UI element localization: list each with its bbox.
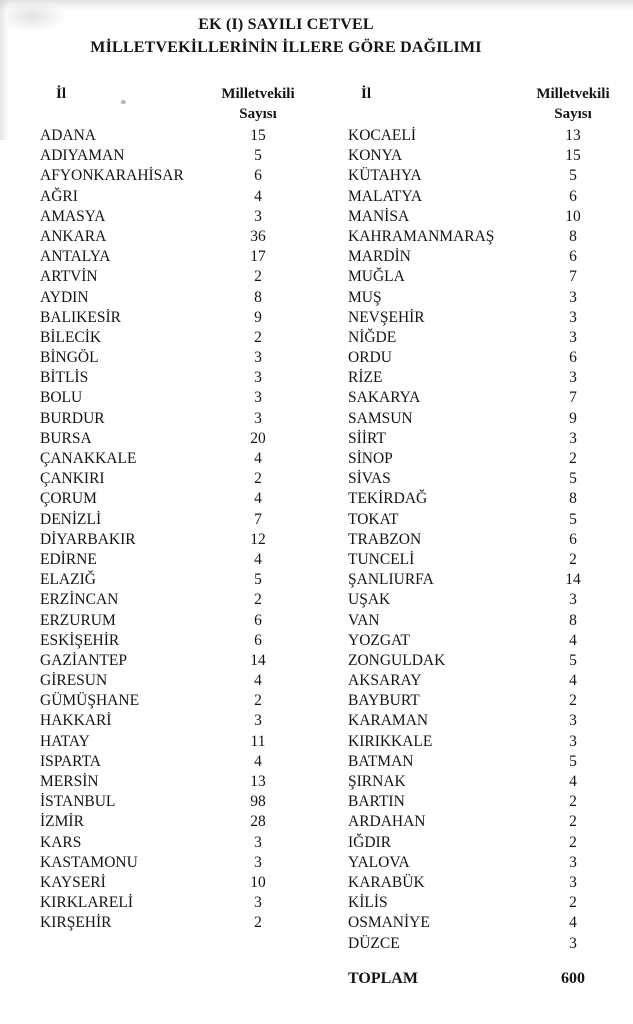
table-row — [348, 732, 633, 752]
table-row — [40, 328, 348, 348]
province-name: TUNCELİ — [348, 550, 415, 568]
province-name: BARTIN — [348, 793, 405, 811]
province-name: SİVAS — [348, 470, 391, 488]
province-name: BAYBURT — [348, 692, 420, 710]
province-list-left — [40, 126, 348, 934]
table-row — [348, 934, 633, 954]
mp-count: 3 — [569, 308, 577, 326]
province-name: DÜZCE — [348, 934, 400, 952]
mp-count: 2 — [254, 591, 262, 609]
mp-count: 3 — [569, 712, 577, 730]
table-row — [40, 207, 348, 227]
province-name: İSTANBUL — [40, 793, 116, 811]
province-name: SAKARYA — [348, 389, 421, 407]
mp-count: 6 — [254, 631, 262, 649]
province-name: GÜMÜŞHANE — [40, 692, 140, 710]
province-name: KIRIKKALE — [348, 732, 433, 750]
mp-count: 2 — [254, 470, 262, 488]
table-row — [40, 611, 348, 631]
mp-count: 2 — [569, 692, 577, 710]
table-row — [40, 348, 348, 368]
table-row — [348, 187, 633, 207]
province-name: BATMAN — [348, 752, 414, 770]
table-row — [40, 469, 348, 489]
mp-count: 8 — [254, 288, 262, 306]
mp-count: 4 — [254, 450, 262, 467]
mp-count: 6 — [254, 611, 262, 629]
province-list-right — [348, 126, 633, 954]
mp-count: 3 — [254, 349, 262, 367]
province-name: GAZİANTEP — [40, 651, 127, 669]
province-name: ÇANAKKALE — [40, 450, 137, 467]
mp-count: 4 — [569, 773, 577, 790]
table-row — [348, 207, 633, 227]
table-row — [348, 166, 633, 186]
table-row — [348, 388, 633, 408]
table-row — [40, 792, 348, 812]
mp-count: 7 — [254, 510, 262, 528]
province-name: YALOVA — [348, 853, 410, 871]
province-name: MUŞ — [348, 288, 382, 306]
mp-count: 3 — [569, 288, 577, 306]
table-row — [40, 308, 348, 328]
province-name: RİZE — [348, 369, 383, 387]
mp-count: 3 — [569, 934, 577, 952]
table-row — [348, 308, 633, 328]
mp-count: 3 — [254, 369, 262, 387]
table-row — [348, 146, 633, 166]
province-name: AYDIN — [40, 288, 89, 306]
province-name: KAHRAMANMARAŞ — [348, 227, 495, 245]
province-name: ISPARTA — [40, 752, 102, 770]
mp-count: 3 — [569, 853, 577, 871]
table-row — [348, 227, 633, 247]
mp-count: 3 — [254, 409, 262, 427]
province-name: KOCAELİ — [348, 127, 417, 144]
table-row — [40, 691, 348, 711]
table-row — [348, 449, 633, 469]
table-row — [40, 530, 348, 550]
mp-count: 7 — [569, 268, 577, 286]
province-name: KÜTAHYA — [348, 167, 422, 185]
province-name: IĞDIR — [348, 833, 392, 851]
mp-count: 36 — [250, 227, 266, 245]
province-name: BİTLİS — [40, 369, 89, 387]
mp-count: 9 — [569, 409, 577, 427]
table-row — [40, 913, 348, 933]
title-line-2: MİLLETVEKİLLERİNİN İLLERE GÖRE DAĞILIMI — [90, 39, 482, 56]
mp-count: 3 — [254, 894, 262, 912]
province-name: ESKİŞEHİR — [40, 631, 120, 649]
table-row — [40, 227, 348, 247]
table-row — [40, 711, 348, 731]
mp-count: 6 — [569, 187, 577, 205]
table-row — [348, 348, 633, 368]
province-name: KİLİS — [348, 894, 388, 912]
table-row — [40, 550, 348, 570]
mp-count: 2 — [254, 692, 262, 710]
mp-count: 4 — [254, 187, 262, 205]
mp-count: 2 — [254, 914, 262, 932]
province-name: KIRKLARELİ — [40, 894, 133, 912]
mp-count: 3 — [569, 591, 577, 609]
mp-count: 10 — [250, 873, 266, 891]
table-row — [40, 489, 348, 509]
province-name: SİİRT — [348, 429, 386, 447]
mp-count: 8 — [569, 490, 577, 508]
province-name: ARDAHAN — [348, 813, 426, 831]
table-row — [348, 530, 633, 550]
table-row — [348, 328, 633, 348]
mp-count: 12 — [250, 530, 266, 548]
table-row — [40, 893, 348, 913]
mp-count: 9 — [254, 308, 262, 326]
mp-count: 5 — [569, 752, 577, 770]
title-line-1: EK (I) SAYILI CETVEL — [198, 16, 374, 33]
province-name: KAYSERİ — [40, 873, 106, 891]
mp-count: 17 — [250, 248, 266, 266]
mp-count: 2 — [254, 328, 262, 346]
province-name: ORDU — [348, 349, 392, 367]
province-name: BOLU — [40, 389, 83, 407]
table-row — [348, 873, 633, 893]
table-row — [348, 631, 633, 651]
mp-count: 3 — [569, 732, 577, 750]
table-row — [348, 833, 633, 853]
header-milletvekili: Milletvekili — [221, 86, 295, 102]
province-name: MANİSA — [348, 207, 410, 225]
table-row — [40, 631, 348, 651]
province-name: ÇORUM — [40, 490, 97, 508]
province-name: ERZURUM — [40, 611, 116, 629]
table-row — [40, 388, 348, 408]
province-name: AKSARAY — [348, 672, 422, 690]
mp-count: 3 — [254, 712, 262, 730]
mp-count: 4 — [254, 550, 262, 568]
mp-count: 2 — [569, 450, 577, 467]
document-title — [0, 13, 572, 59]
province-name: ANTALYA — [40, 248, 111, 266]
table-row — [348, 267, 633, 287]
province-name: NİĞDE — [348, 328, 397, 346]
province-name: UŞAK — [348, 591, 391, 609]
table-row — [348, 893, 633, 913]
table-row — [40, 126, 348, 146]
mp-count: 3 — [254, 207, 262, 225]
table-column-right — [348, 84, 633, 989]
province-name: GİRESUN — [40, 672, 108, 690]
table-row — [40, 267, 348, 287]
province-name: KASTAMONU — [40, 853, 138, 871]
table-row — [348, 772, 633, 792]
province-name: KIRŞEHİR — [40, 914, 112, 932]
mp-count: 4 — [569, 914, 577, 932]
mp-count: 7 — [569, 389, 577, 407]
column-header-row — [40, 104, 348, 124]
mp-count: 11 — [250, 732, 266, 750]
province-name: MUĞLA — [348, 268, 405, 286]
table-row — [40, 368, 348, 388]
table-row — [348, 247, 633, 267]
table-row — [40, 247, 348, 267]
table-row — [40, 671, 348, 691]
province-name: NEVŞEHİR — [348, 308, 425, 326]
mp-count: 4 — [254, 490, 262, 508]
table-row — [348, 711, 633, 731]
mp-count: 13 — [565, 127, 581, 144]
mp-count: 13 — [250, 773, 266, 790]
table-row — [348, 812, 633, 832]
mp-count: 3 — [569, 429, 577, 447]
column-header-row — [40, 84, 348, 104]
mp-count: 4 — [254, 672, 262, 690]
header-sayisi: Sayısı — [554, 106, 592, 122]
province-name: VAN — [348, 611, 380, 629]
province-name: MARDİN — [348, 248, 411, 266]
header-il: İl — [56, 86, 67, 102]
province-name: TEKİRDAĞ — [348, 490, 428, 508]
total-value: 600 — [561, 969, 585, 987]
table-row — [348, 671, 633, 691]
table-row — [40, 570, 348, 590]
mp-count: 6 — [569, 349, 577, 367]
mp-count: 28 — [250, 813, 266, 831]
table-row — [40, 288, 348, 308]
table-row — [348, 570, 633, 590]
province-name: KARAMAN — [348, 712, 429, 730]
province-name: ELAZIĞ — [40, 571, 96, 589]
mp-count: 4 — [254, 752, 262, 770]
mp-count: 2 — [569, 550, 577, 568]
table-row — [40, 772, 348, 792]
mp-count: 14 — [250, 651, 266, 669]
province-name: ANKARA — [40, 227, 107, 245]
province-name: ADANA — [40, 127, 96, 144]
mp-count: 6 — [254, 167, 262, 185]
table-row — [40, 166, 348, 186]
table-column-left — [40, 84, 348, 989]
province-name: ARTVİN — [40, 268, 98, 286]
mp-count: 5 — [569, 470, 577, 488]
mp-count: 2 — [569, 813, 577, 831]
province-name: AĞRI — [40, 187, 78, 205]
province-name: OSMANİYE — [348, 914, 430, 932]
province-name: EDİRNE — [40, 550, 97, 568]
mp-count: 6 — [569, 530, 577, 548]
province-name: BALIKESİR — [40, 308, 121, 326]
province-name: SİNOP — [348, 450, 393, 467]
column-header-row — [348, 104, 633, 124]
mp-count: 5 — [569, 651, 577, 669]
table-row — [40, 812, 348, 832]
mp-count: 4 — [569, 672, 577, 690]
table-row — [348, 611, 633, 631]
province-name: ŞANLIURFA — [348, 571, 434, 589]
mp-count: 3 — [254, 853, 262, 871]
scan-edge-shading-top — [0, 0, 633, 10]
table-row — [348, 752, 633, 772]
province-name: BİLECİK — [40, 328, 102, 346]
province-name: MALATYA — [348, 187, 423, 205]
province-name: DENİZLİ — [40, 510, 102, 528]
mp-count: 5 — [254, 571, 262, 589]
province-name: MERSİN — [40, 773, 99, 790]
mp-count: 2 — [569, 833, 577, 851]
province-name: AMASYA — [40, 207, 106, 225]
table-row — [348, 368, 633, 388]
province-name: KONYA — [348, 147, 403, 165]
total-row — [348, 969, 633, 989]
table-row — [40, 590, 348, 610]
mp-count: 5 — [569, 510, 577, 528]
table-row — [348, 792, 633, 812]
table-row — [348, 510, 633, 530]
table-row — [348, 288, 633, 308]
table-row — [348, 469, 633, 489]
province-name: ÇANKIRI — [40, 470, 105, 488]
table-row — [348, 913, 633, 933]
table-row — [348, 550, 633, 570]
mp-count: 5 — [254, 147, 262, 165]
province-name: ŞIRNAK — [348, 773, 406, 790]
table-row — [40, 449, 348, 469]
mp-count: 14 — [565, 571, 581, 589]
header-il: İl — [361, 86, 372, 102]
mp-count: 5 — [569, 167, 577, 185]
province-name: HATAY — [40, 732, 90, 750]
table-row — [40, 429, 348, 449]
mp-count: 15 — [250, 127, 266, 144]
mp-count: 10 — [565, 207, 581, 225]
mp-count: 8 — [569, 611, 577, 629]
mp-count: 3 — [254, 833, 262, 851]
table-row — [348, 853, 633, 873]
mp-count: 3 — [569, 369, 577, 387]
header-milletvekili: Milletvekili — [536, 86, 610, 102]
table-row — [40, 752, 348, 772]
province-name: ERZİNCAN — [40, 591, 119, 609]
mp-count: 98 — [250, 793, 266, 811]
column-header-row — [348, 84, 633, 104]
table-row — [40, 651, 348, 671]
mp-count: 8 — [569, 227, 577, 245]
province-name: DİYARBAKIR — [40, 530, 136, 548]
mp-count: 6 — [569, 248, 577, 266]
province-name: HAKKARİ — [40, 712, 112, 730]
mp-count: 2 — [254, 268, 262, 286]
header-sayisi: Sayısı — [239, 106, 277, 122]
table-row — [348, 651, 633, 671]
table-row — [40, 146, 348, 166]
province-name: BURSA — [40, 429, 92, 447]
table-row — [40, 187, 348, 207]
mp-count: 20 — [250, 429, 266, 447]
table-row — [348, 489, 633, 509]
province-name: AFYONKARAHİSAR — [40, 167, 184, 185]
table-row — [348, 409, 633, 429]
mp-count: 2 — [569, 793, 577, 811]
mp-count: 4 — [569, 631, 577, 649]
province-name: TOKAT — [348, 510, 399, 528]
table-row — [40, 873, 348, 893]
table-row — [40, 409, 348, 429]
province-name: SAMSUN — [348, 409, 413, 427]
province-name: BURDUR — [40, 409, 105, 427]
province-name: İZMİR — [40, 813, 84, 831]
mp-count: 2 — [569, 894, 577, 912]
province-name: ADIYAMAN — [40, 147, 125, 165]
table-row — [348, 590, 633, 610]
province-name: KARABÜK — [348, 873, 425, 891]
table-row — [348, 691, 633, 711]
province-name: ZONGULDAK — [348, 651, 446, 669]
total-label: TOPLAM — [348, 969, 418, 987]
province-name: YOZGAT — [348, 631, 410, 649]
mp-count: 15 — [565, 147, 581, 165]
mp-count: 3 — [569, 328, 577, 346]
table-row — [348, 126, 633, 146]
province-name: BİNGÖL — [40, 349, 99, 367]
mp-count: 3 — [569, 873, 577, 891]
province-name: KARS — [40, 833, 82, 851]
table-row — [40, 853, 348, 873]
province-name: TRABZON — [348, 530, 422, 548]
table-row — [40, 510, 348, 530]
table-row — [348, 429, 633, 449]
table-row — [40, 833, 348, 853]
table-row — [40, 732, 348, 752]
mp-count: 3 — [254, 389, 262, 407]
two-column-table — [40, 84, 633, 989]
